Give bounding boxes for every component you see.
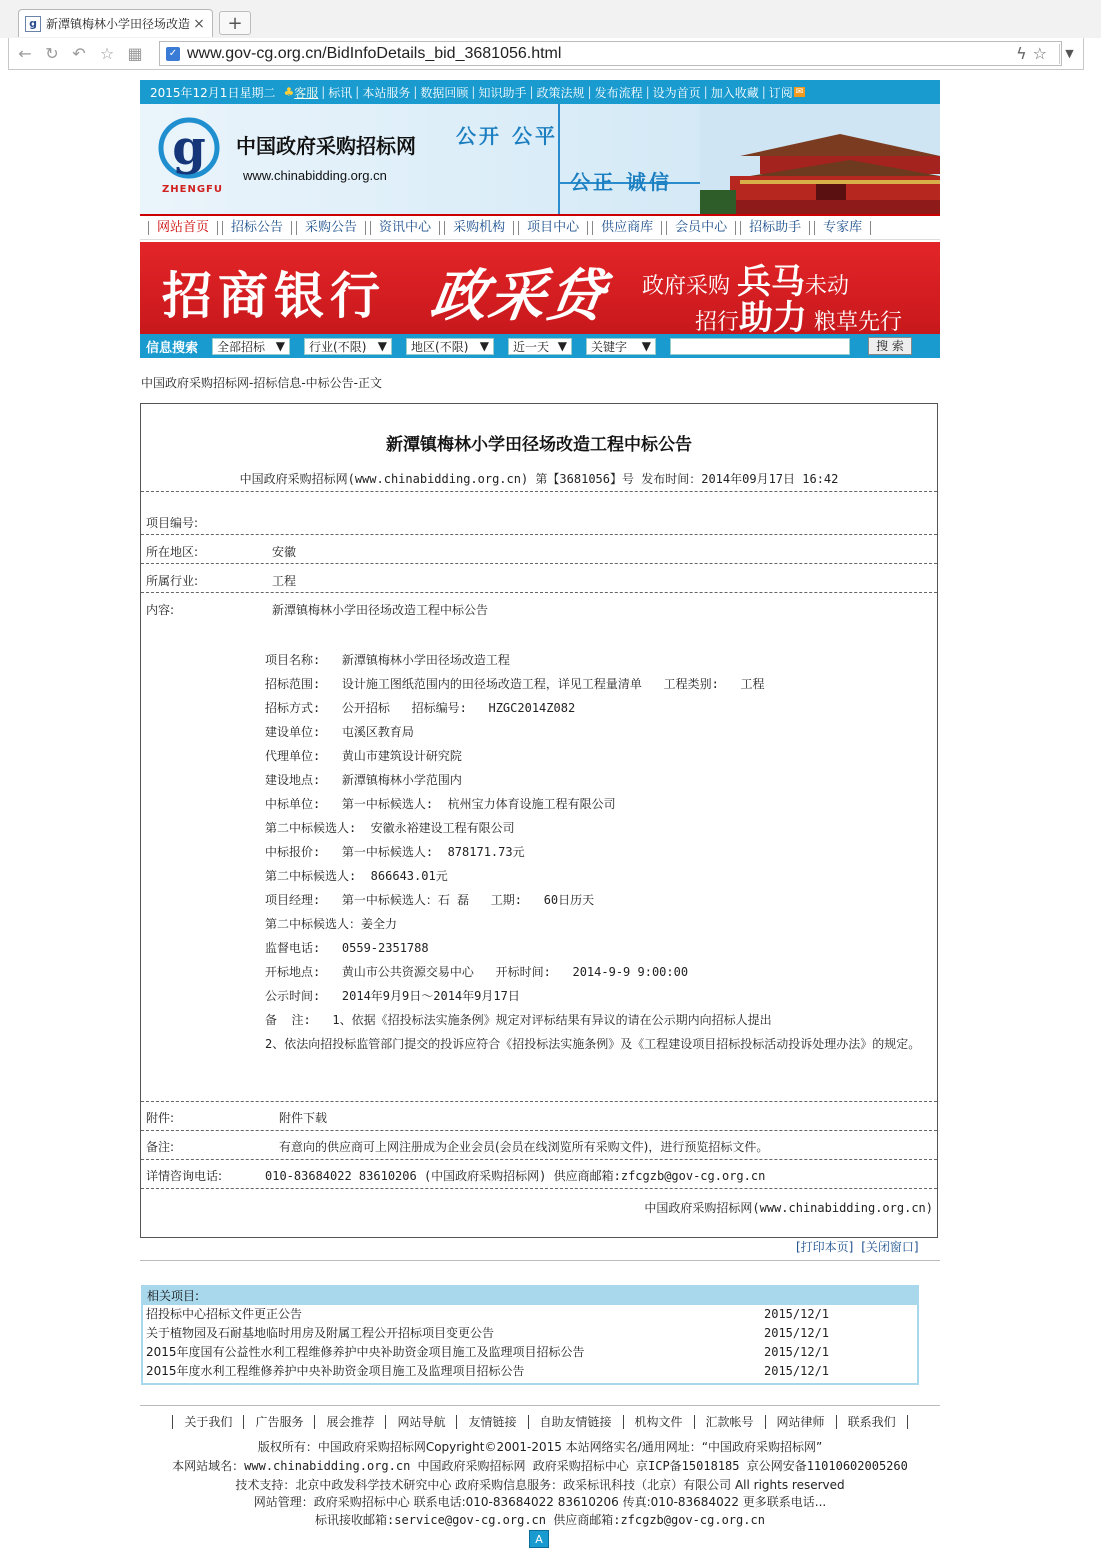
article-meta: 中国政府采购招标网(www.chinabidding.org.cn) 第【3681056】号 发布时间：2014年09月17日 16:42 [239,472,839,486]
site-favicon-icon: g [25,16,41,32]
top-link-knowledge[interactable]: 知识助手 [478,85,527,100]
content-line: 招标范围: 设计施工图纸范围内的田径场改造工程，详见工程量清单 工程类别: 工程 [265,677,765,691]
slogan-just-honest: 公正 诚信 [570,170,672,194]
content-line: 第二中标候选人: 866643.01元 [265,869,448,883]
divider [141,592,937,593]
list-item[interactable]: 招投标中心招标文件更正公告 2015/12/1 [146,1307,830,1321]
divider [141,1188,937,1189]
content-line: 备 注: 1、依据《招投标法实施条例》规定对评标结果有异议的请在公示期内向招标人提出 [265,1013,772,1027]
content-line: 项目名称: 新潭镇梅林小学田径场改造工程 [265,653,510,667]
logo-subtext: ZHENGFU [162,184,223,195]
browser-tab[interactable] [18,9,213,37]
site-name: 中国政府采购招标网 [236,134,416,158]
nav-assistant[interactable]: 招标助手 [740,221,810,235]
phone-label: 详情咨询电话: [146,1169,223,1183]
breadcrumb: 中国政府采购招标网-招标信息-中标公告-正文 [141,376,382,390]
time-select[interactable]: 近一天 ▼ [508,338,572,355]
content-line: 第二中标候选人: 安徽永裕建设工程有限公司 [265,821,515,835]
top-link-bookmark[interactable]: 加入收藏 [710,85,759,100]
top-link-homepage[interactable]: 设为首页 [652,85,701,100]
top-link-data[interactable]: 数据回顾 [420,85,469,100]
main-navigation [140,214,940,240]
nav-home[interactable]: 网站首页 [148,221,218,235]
divider [140,1260,940,1261]
footer-link-self-friends[interactable]: 自助友情链接 [528,1415,623,1429]
undo-icon[interactable]: ↶ [72,44,86,63]
footer-link-documents[interactable]: 机构文件 [623,1415,694,1429]
keyword-type-select[interactable]: 关键字 ▼ [586,338,656,355]
region-value: 安徽 [272,545,297,559]
top-link-biaoxun[interactable]: 标讯 [328,85,353,100]
lightning-star-icons[interactable]: ϟ☆ [1016,44,1053,63]
content-body [265,648,937,1056]
footer-link-ads[interactable]: 广告服务 [243,1415,314,1429]
banner-product: 政采贷 [426,264,610,329]
phone-value: 010-83684022 83610206 (中国政府采购招标网) 供应商邮箱:zfcgzb@gov-cg.org.cn [265,1169,766,1183]
banner-slogan-line1: 政府采购 兵马未动 [642,262,850,302]
divider [141,491,937,492]
url-text[interactable]: www.gov-cg.org.cn/BidInfoDetails_bid_3681056.html [187,44,562,62]
attachment-download-link[interactable]: 附件下载 [279,1111,328,1125]
address-bar[interactable] [159,41,1062,66]
search-button[interactable]: 搜 索 [868,337,912,355]
dropdown-arrow-icon: ▼ [641,339,652,353]
kefu-link[interactable]: 客服 [294,85,319,100]
content-line: 建设单位: 屯溪区教育局 [265,725,414,739]
nav-members[interactable]: 会员中心 [666,221,736,235]
footer-navigation [140,1413,940,1430]
current-date: 2015年12月1日星期二 [150,85,276,100]
content-line: 项目经理: 第一中标候选人：石 磊 工期: 60日历天 [265,893,595,907]
security-shield-icon: ✓ [166,47,180,61]
search-bar [140,334,940,358]
industry-value: 工程 [272,574,297,588]
footer-domain: 本网站域名：www.chinabidding.org.cn 中国政府采购招标网 政府采购招标中心 京ICP备15018185 京公网安备11010602005260 [172,1459,908,1473]
content-line: 招标方式: 公开招标 招标编号: HZGC2014Z082 [265,701,576,715]
content-line: 第二中标候选人：姜全力 [265,917,398,931]
footer-copyright: 版权所有：中国政府采购招标网Copyright©2001-2015 本站网络实名/通用网址：“中国政府采购招标网” [257,1440,823,1454]
site-url: www.chinabidding.org.cn [243,168,387,183]
nav-news[interactable]: 资讯中心 [370,221,440,235]
footer-link-about[interactable]: 关于我们 [172,1415,243,1429]
content-line: 建设地点: 新潭镇梅林小学范围内 [265,773,462,787]
dropdown-arrow-icon: ▼ [479,339,490,353]
content-line: 监督电话: 0559-2351788 [265,941,429,955]
nav-procurement-notices[interactable]: 采购公告 [296,221,366,235]
footer-management: 网站管理：政府采购招标中心 联系电话:010-83684022 83610206 传真:010-83684022 更多联系电话... [253,1495,827,1509]
content-note: 2、依法向招投标监管部门提交的投诉应符合《招投标法实施条例》及《工程建设项目招标投标活动投诉处理办法》的规定。 [265,1037,921,1051]
new-tab-button[interactable]: + [219,11,251,35]
list-item[interactable]: 关于植物园及石耐基地临时用房及附属工程公开招标项目变更公告 2015/12/1 [146,1326,830,1340]
tab-title: 新潭镇梅林小学田径场改造 [46,17,191,31]
related-header: 相关项目: [143,1287,917,1305]
content-line: 开标地点: 黄山市公共资源交易中心 开标时间: 2014-9-9 9:00:00 [265,965,689,979]
footer-email: 标讯接收邮箱:service@gov-cg.org.cn 供应商邮箱:zfcgzb@gov-cg.org.cn [315,1513,765,1527]
content-label: 内容: [146,603,175,617]
ad-banner[interactable] [140,242,940,334]
list-item[interactable]: 2015年度国有公益性水利工程维修养护中央补助资金项目施工及监理项目招标公告 2015/12/1 [146,1345,830,1359]
dropdown-arrow-icon: ▼ [377,339,388,353]
back-to-top-icon[interactable]: A [529,1530,549,1548]
region-label: 所在地区: [146,545,199,559]
footer-link-expo[interactable]: 展会推荐 [314,1415,385,1429]
browser-tabbar [0,0,1101,38]
related-projects [141,1285,919,1385]
content-line: 中标报价: 第一中标候选人: 878171.73元 [265,845,525,859]
content-line: 中标单位: 第一中标候选人: 杭州宝力体育设施工程有限公司 [265,797,616,811]
rss-icon[interactable]: ✉ [795,87,804,97]
dropdown-arrow-icon: ▼ [557,339,568,353]
article-source: 中国政府采购招标网(www.chinabidding.org.cn) [644,1201,933,1215]
footer-link-lawyer[interactable]: 网站律师 [765,1415,836,1429]
article-title: 新潭镇梅林小学田径场改造工程中标公告 [386,435,692,455]
footer-support: 技术支持：北京中政发科学技术研究中心 政府采购信息服务：政采标讯科技（北京）有限公司 All rights reserved [235,1478,845,1492]
qq-icon: ♣ [283,85,295,99]
nav-agencies[interactable]: 采购机构 [444,221,514,235]
slogan-open-fair: 公开 公平 [456,124,558,148]
footer-link-sitemap[interactable]: 网站导航 [385,1415,456,1429]
top-link-service[interactable]: 本站服务 [362,85,411,100]
attachment-label: 附件: [146,1111,175,1125]
region-select[interactable]: 地区(不限) ▼ [406,338,494,355]
nav-tender-notices[interactable]: 招标公告 [222,221,292,235]
nav-projects[interactable]: 项目中心 [518,221,588,235]
tiananmen-image [700,104,940,214]
footer-link-contact[interactable]: 联系我们 [836,1415,908,1429]
content-line: 公示时间: 2014年9月9日～2014年9月17日 [265,989,520,1003]
remark-label: 备注: [146,1140,175,1154]
tab-close-icon[interactable]: × [193,15,205,32]
favorite-star-icon[interactable]: ☆ [99,44,115,63]
article-panel [140,403,938,1238]
search-input[interactable] [670,338,850,355]
content-line: 代理单位: 黄山市建筑设计研究院 [265,749,462,763]
nav-experts[interactable]: 专家库 [814,221,871,235]
industry-label: 所属行业: [146,574,199,588]
browser-navbar [8,38,1084,70]
site-logo-icon[interactable] [158,114,220,184]
site-wrapper [140,80,940,358]
menu-arrow-icon[interactable]: ▼ [1059,44,1079,64]
top-link-subscribe[interactable]: 订阅 [768,85,793,100]
divider [141,1101,937,1102]
divider [141,1130,937,1131]
content-title: 新潭镇梅林小学田径场改造工程中标公告 [272,603,489,617]
nav-suppliers[interactable]: 供应商库 [592,221,662,235]
banner-bank-name: 招商银行 [162,266,386,325]
remark-value: 有意向的供应商可上网注册成为企业会员(会员在线浏览所有采购文件)，进行预览招标文件。 [279,1140,769,1154]
print-links [792,1238,919,1255]
banner-slogan-line2: 招行助力 粮草先行 [695,298,903,334]
back-icon[interactable]: ← [18,44,32,63]
search-type-select[interactable]: 全部招标 ▼ [212,338,290,355]
apps-grid-icon[interactable]: ▦ [127,44,143,63]
top-link-policy[interactable]: 政策法规 [536,85,585,100]
print-page-link[interactable]: [打印本页] [796,1240,854,1254]
footer-link-accounts[interactable]: 汇款帐号 [694,1415,765,1429]
divider [141,1159,937,1160]
divider [141,534,937,535]
site-header [140,104,940,214]
divider [140,1405,940,1406]
project-code-label: 项目编号: [146,516,199,530]
footer-link-friends[interactable]: 友情链接 [456,1415,527,1429]
close-window-link[interactable]: [关闭窗口] [861,1240,919,1254]
list-item[interactable]: 2015年度水利工程维修养护中央补助资金项目施工及监理项目招标公告 2015/12/1 [146,1364,830,1378]
divider [141,563,937,564]
svg-text:g: g [172,120,206,176]
dropdown-arrow-icon: ▼ [275,339,286,353]
search-label: 信息搜索 [146,340,199,356]
refresh-icon[interactable]: ↻ [45,44,59,63]
top-info-bar: 2015年12月1日星期二 ♣ 客服 | 标讯 | 本站服务 | 数据回顾 | 知识助手 | 政策法规 | 发布流程 | 设为首页 | 加入收藏 | 订阅 ✉ [140,80,940,104]
header-divider [558,104,560,214]
industry-select[interactable]: 行业(不限) ▼ [304,338,392,355]
top-link-process[interactable]: 发布流程 [594,85,643,100]
